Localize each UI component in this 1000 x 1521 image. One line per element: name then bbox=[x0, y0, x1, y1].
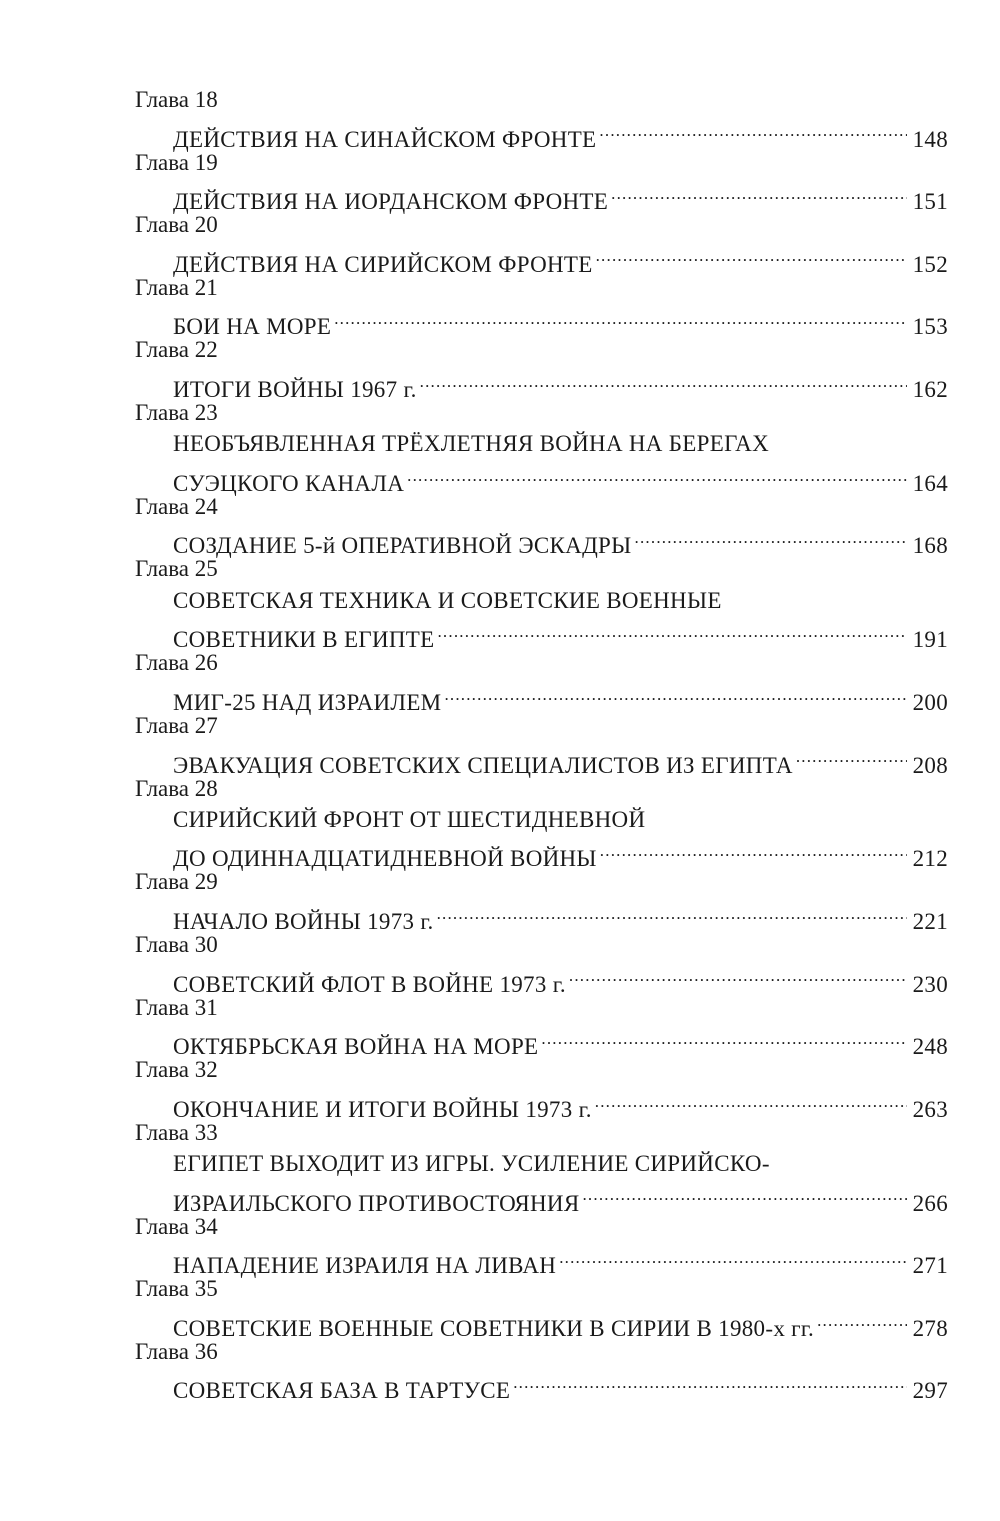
dot-leader bbox=[796, 741, 907, 772]
chapter-title-line: БОИ НА МОРЕ bbox=[173, 314, 332, 340]
dot-leader bbox=[437, 616, 907, 647]
chapter-title-line: НАЧАЛО ВОЙНЫ 1973 г. bbox=[173, 909, 434, 935]
dot-leader bbox=[407, 460, 907, 491]
toc-entry bbox=[135, 84, 948, 152]
chapter-title-row bbox=[173, 1086, 948, 1122]
chapter-title-row bbox=[173, 741, 948, 778]
chapter-title-line: ЕГИПЕТ ВЫХОДИТ ИЗ ИГРЫ. УСИЛЕНИЕ СИРИЙСКО- bbox=[173, 1151, 770, 1177]
page-number: 278 bbox=[912, 1315, 948, 1341]
page-number: 151 bbox=[912, 189, 948, 215]
toc-entry bbox=[135, 1054, 948, 1122]
chapter-title-line: ДЕЙСТВИЯ НА СИНАЙСКОМ ФРОНТЕ bbox=[173, 126, 597, 152]
chapter-title-line: СОВЕТСКИЕ ВОЕННЫЕ СОВЕТНИКИ В СИРИИ В 1980-х гг. bbox=[173, 1315, 815, 1341]
toc-entry bbox=[135, 209, 948, 277]
page-number: 153 bbox=[912, 314, 948, 340]
chapter-title-row bbox=[173, 460, 948, 496]
dot-leader bbox=[444, 679, 907, 710]
chapter-title-line: СОВЕТНИКИ В ЕГИПТЕ bbox=[173, 627, 435, 653]
page-number: 221 bbox=[912, 909, 948, 935]
chapter-title-row bbox=[173, 1179, 948, 1216]
dot-leader bbox=[569, 960, 907, 991]
page-number: 230 bbox=[912, 971, 948, 997]
chapter-label: Глава 35 bbox=[135, 1276, 218, 1302]
chapter-title-row bbox=[173, 303, 948, 340]
chapter-title-row bbox=[173, 616, 948, 653]
toc-entry bbox=[135, 553, 948, 653]
dot-leader bbox=[595, 1086, 907, 1117]
page-number: 168 bbox=[912, 533, 948, 559]
page-number: 148 bbox=[912, 126, 948, 152]
chapter-title-row bbox=[173, 115, 948, 152]
toc-entry bbox=[135, 773, 948, 872]
chapter-title-line: СИРИЙСКИЙ ФРОНТ ОТ ШЕСТИДНЕВНОЙ bbox=[173, 806, 646, 832]
toc-entry bbox=[135, 397, 948, 496]
page-number: 266 bbox=[912, 1190, 948, 1216]
chapter-label: Глава 36 bbox=[135, 1338, 218, 1364]
toc-entry bbox=[135, 1117, 948, 1216]
chapter-label: Глава 28 bbox=[135, 775, 218, 801]
chapter-title-line: ОКТЯБРЬСКАЯ ВОЙНА НА МОРЕ bbox=[173, 1034, 539, 1060]
chapter-title-row bbox=[173, 1242, 948, 1279]
chapter-title-row bbox=[173, 178, 948, 215]
dot-leader bbox=[334, 303, 907, 334]
toc-entry bbox=[135, 491, 948, 559]
dot-leader bbox=[513, 1367, 907, 1398]
dot-leader bbox=[596, 240, 907, 271]
toc-entry bbox=[135, 866, 948, 935]
chapter-title-line: СОВЕТСКАЯ БАЗА В ТАРТУСЕ bbox=[173, 1378, 511, 1404]
chapter-title-line: СОЗДАНИЕ 5-й ОПЕРАТИВНОЙ ЭСКАДРЫ bbox=[173, 533, 632, 559]
dot-leader bbox=[600, 835, 907, 866]
toc-entry bbox=[135, 147, 948, 215]
toc-entry bbox=[135, 272, 948, 340]
dot-leader bbox=[437, 898, 907, 929]
table-of-contents bbox=[135, 84, 948, 1404]
dot-leader bbox=[541, 1023, 907, 1054]
chapter-label: Глава 31 bbox=[135, 994, 218, 1020]
toc-entry bbox=[135, 1211, 948, 1279]
toc-entry bbox=[135, 1336, 948, 1404]
chapter-title-row bbox=[173, 1023, 948, 1060]
chapter-title-line: ИЗРАИЛЬСКОГО ПРОТИВОСТОЯНИЯ bbox=[173, 1190, 580, 1216]
toc-entry bbox=[135, 992, 948, 1060]
dot-leader bbox=[420, 366, 907, 397]
toc-entry bbox=[135, 710, 948, 778]
chapter-title-row bbox=[173, 960, 948, 997]
chapter-label: Глава 26 bbox=[135, 650, 218, 676]
dot-leader bbox=[611, 178, 907, 209]
dot-leader bbox=[599, 115, 907, 146]
chapter-label: Глава 23 bbox=[135, 399, 218, 425]
chapter-title-line: СОВЕТСКАЯ ТЕХНИКА И СОВЕТСКИЕ ВОЕННЫЕ bbox=[173, 587, 722, 613]
chapter-label: Глава 20 bbox=[135, 212, 218, 238]
chapter-title-row bbox=[173, 240, 948, 277]
chapter-label: Глава 33 bbox=[135, 1119, 218, 1145]
chapter-title-line: НЕОБЪЯВЛЕННАЯ ТРЁХЛЕТНЯЯ ВОЙНА НА БЕРЕГАХ bbox=[173, 431, 769, 457]
chapter-title-line: ИТОГИ ВОЙНЫ 1967 г. bbox=[173, 376, 417, 402]
toc-entry bbox=[135, 647, 948, 715]
chapter-title-line: МИГ-25 НАД ИЗРАИЛЕМ bbox=[173, 689, 442, 715]
page-number: 212 bbox=[912, 846, 948, 872]
chapter-title-row bbox=[173, 1305, 948, 1341]
dot-leader bbox=[635, 522, 907, 553]
chapter-title-row bbox=[173, 1367, 948, 1404]
chapter-title-row bbox=[173, 366, 948, 402]
chapter-label: Глава 32 bbox=[135, 1057, 218, 1083]
page-number: 248 bbox=[912, 1034, 948, 1060]
page-number: 200 bbox=[912, 689, 948, 715]
dot-leader bbox=[559, 1242, 907, 1273]
chapter-title-row bbox=[173, 898, 948, 935]
toc-entry bbox=[135, 929, 948, 997]
chapter-label: Глава 29 bbox=[135, 869, 218, 895]
chapter-label: Глава 19 bbox=[135, 149, 218, 175]
dot-leader bbox=[582, 1179, 907, 1210]
chapter-label: Глава 27 bbox=[135, 712, 218, 738]
chapter-title-line: ДО ОДИННАДЦАТИДНЕВНОЙ ВОЙНЫ bbox=[173, 846, 597, 872]
toc-entry bbox=[135, 1273, 948, 1341]
page-number: 297 bbox=[912, 1378, 948, 1404]
chapter-label: Глава 18 bbox=[135, 87, 218, 112]
page-number: 191 bbox=[912, 627, 948, 653]
page-number: 162 bbox=[912, 376, 948, 402]
chapter-title-line: ЭВАКУАЦИЯ СОВЕТСКИХ СПЕЦИАЛИСТОВ ИЗ ЕГИПТА bbox=[173, 752, 793, 778]
chapter-title-line: ДЕЙСТВИЯ НА ИОРДАНСКОМ ФРОНТЕ bbox=[173, 189, 609, 215]
chapter-label: Глава 21 bbox=[135, 274, 218, 300]
chapter-label: Глава 24 bbox=[135, 493, 218, 519]
chapter-title-line: СОВЕТСКИЙ ФЛОТ В ВОЙНЕ 1973 г. bbox=[173, 971, 566, 997]
chapter-title-row bbox=[173, 835, 948, 872]
chapter-title-row bbox=[173, 679, 948, 715]
chapter-label: Глава 22 bbox=[135, 337, 218, 363]
chapter-title-line: ДЕЙСТВИЯ НА СИРИЙСКОМ ФРОНТЕ bbox=[173, 251, 593, 277]
chapter-title-line: НАПАДЕНИЕ ИЗРАИЛЯ НА ЛИВАН bbox=[173, 1253, 557, 1279]
chapter-title-line: ОКОНЧАНИЕ И ИТОГИ ВОЙНЫ 1973 г. bbox=[173, 1096, 592, 1122]
page-number: 164 bbox=[912, 470, 948, 496]
chapter-title-row bbox=[173, 522, 948, 559]
dot-leader bbox=[817, 1305, 907, 1336]
page-number: 208 bbox=[912, 752, 948, 778]
page-number: 271 bbox=[912, 1253, 948, 1279]
page-number: 152 bbox=[912, 251, 948, 277]
chapter-label: Глава 34 bbox=[135, 1213, 218, 1239]
chapter-title-line: СУЭЦКОГО КАНАЛА bbox=[173, 470, 405, 496]
chapter-label: Глава 30 bbox=[135, 932, 218, 958]
page-number: 263 bbox=[912, 1096, 948, 1122]
toc-entry bbox=[135, 334, 948, 402]
chapter-label: Глава 25 bbox=[135, 556, 218, 582]
